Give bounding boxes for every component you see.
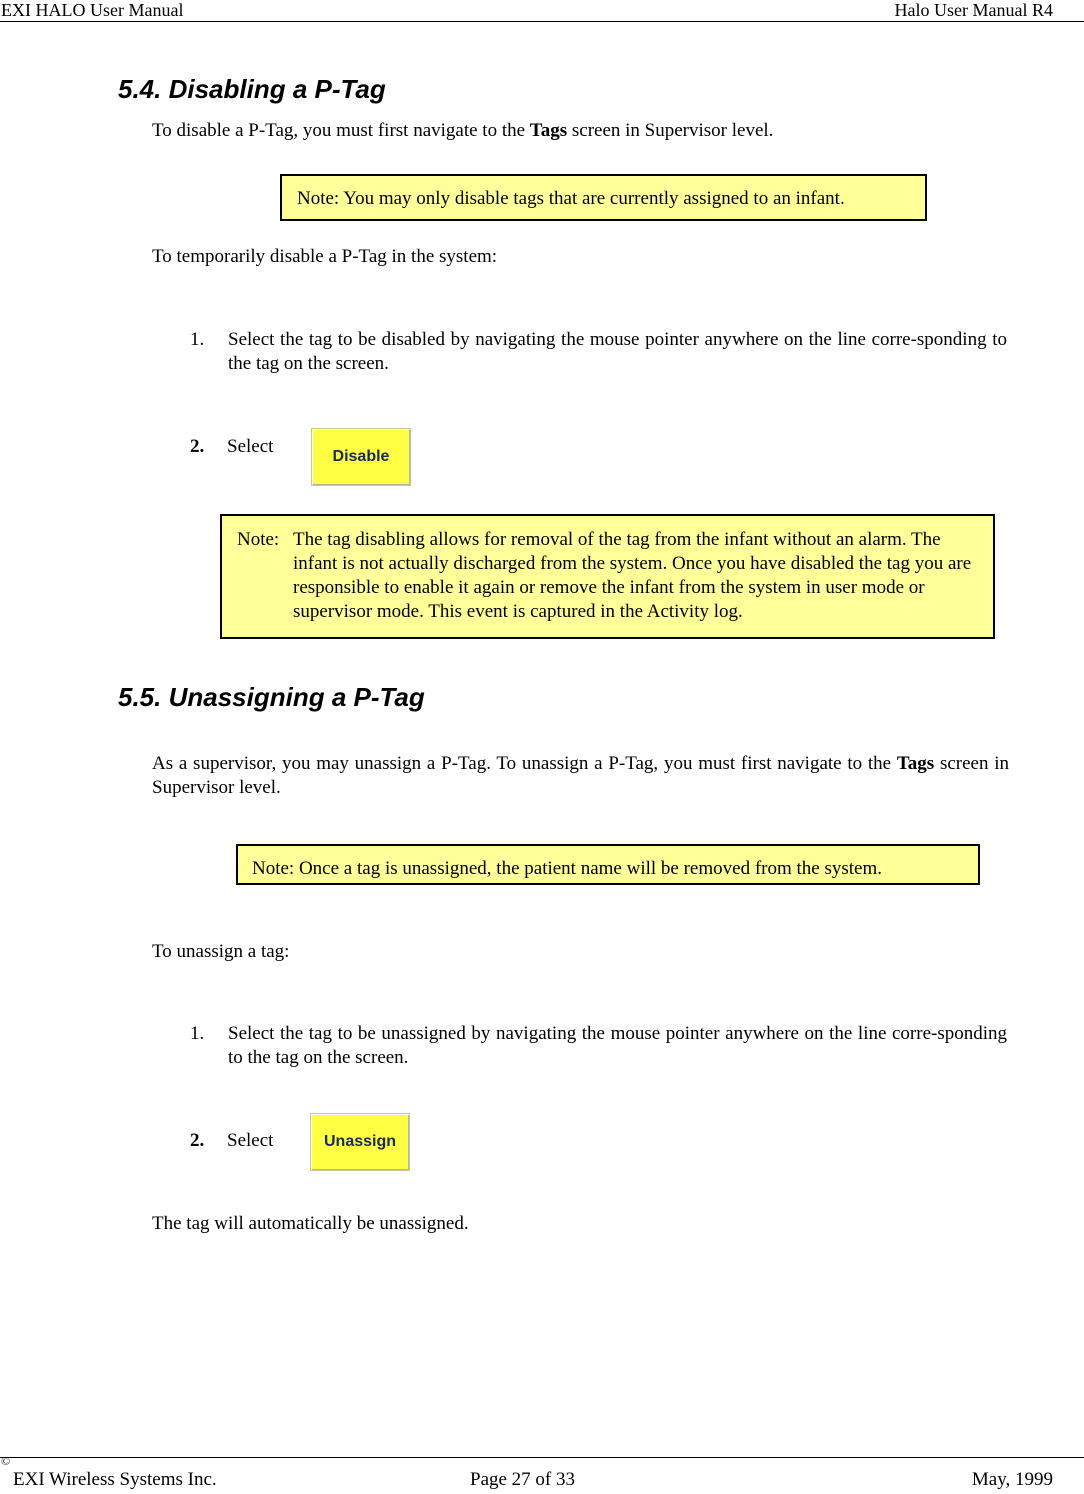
step-number: 1. (190, 1023, 205, 1044)
step-text: Select (227, 436, 274, 457)
header-title: EXI HALO User Manual (1, 0, 184, 20)
section-5-5-title: 5.5. Unassigning a P-Tag (118, 682, 425, 712)
footer-rule (0, 1457, 1084, 1458)
section-5-5-step-2 (190, 1129, 273, 1153)
section-5-4-intro: To disable a P-Tag, you must first navigate to the Tags screen in Supervisor level. (152, 120, 774, 141)
copyright-icon: © (1, 1454, 11, 1468)
step-text: Select (227, 1130, 274, 1151)
section-5-4-step-2 (190, 435, 273, 459)
note-disable-assigned: Note: You may only disable tags that are currently assigned to an infant. (280, 174, 927, 221)
step-number: 2. (190, 436, 205, 457)
note-prefix: Note: (237, 529, 280, 550)
section-5-5-lead: To unassign a tag: (152, 941, 290, 962)
note-disable-details (220, 514, 995, 639)
section-5-5-step-1 (190, 1022, 1007, 1070)
unassign-button[interactable]: Unassign (310, 1113, 410, 1171)
section-5-4-title: 5.4. Disabling a P-Tag (118, 74, 386, 104)
step-text: Select the tag to be unassigned by navigating the mouse pointer anywhere on the line corre-sponding to the tag on the screen. (228, 1023, 1007, 1068)
note-body: The tag disabling allows for removal of the tag from the infant without an alarm. The infant is not actually discharged from the system. Once you have disabled the tag you are responsible to enable it again or remove the infant from the system in user mode or supervisor mode. This event is captured in the Activity log. (293, 529, 972, 622)
section-5-5-intro: As a supervisor, you may unassign a P-Tag. To unassign a P-Tag, you must first navigate to the Tags screen in Supervisor level. (152, 753, 1009, 798)
footer-date: May, 1999 (971, 1469, 1053, 1490)
step-number: 1. (190, 329, 205, 350)
step-number: 2. (190, 1130, 205, 1151)
step-text: Select the tag to be disabled by navigating the mouse pointer anywhere on the line corre-sponding to the tag on the screen. (228, 329, 1007, 374)
header-rule (0, 21, 1084, 22)
header-version: Halo User Manual R4 (894, 0, 1053, 20)
footer-page-number: Page 27 of 33 (470, 1469, 576, 1490)
section-5-4-step-1 (190, 328, 1007, 376)
footer-company: EXI Wireless Systems Inc. (13, 1469, 217, 1490)
disable-button[interactable]: Disable (311, 428, 411, 486)
note-unassign-removes-name: Note: Once a tag is unassigned, the patient name will be removed from the system. (236, 844, 980, 885)
section-5-4-lead: To temporarily disable a P-Tag in the system: (152, 246, 498, 267)
section-5-5-outro: The tag will automatically be unassigned. (152, 1213, 469, 1234)
